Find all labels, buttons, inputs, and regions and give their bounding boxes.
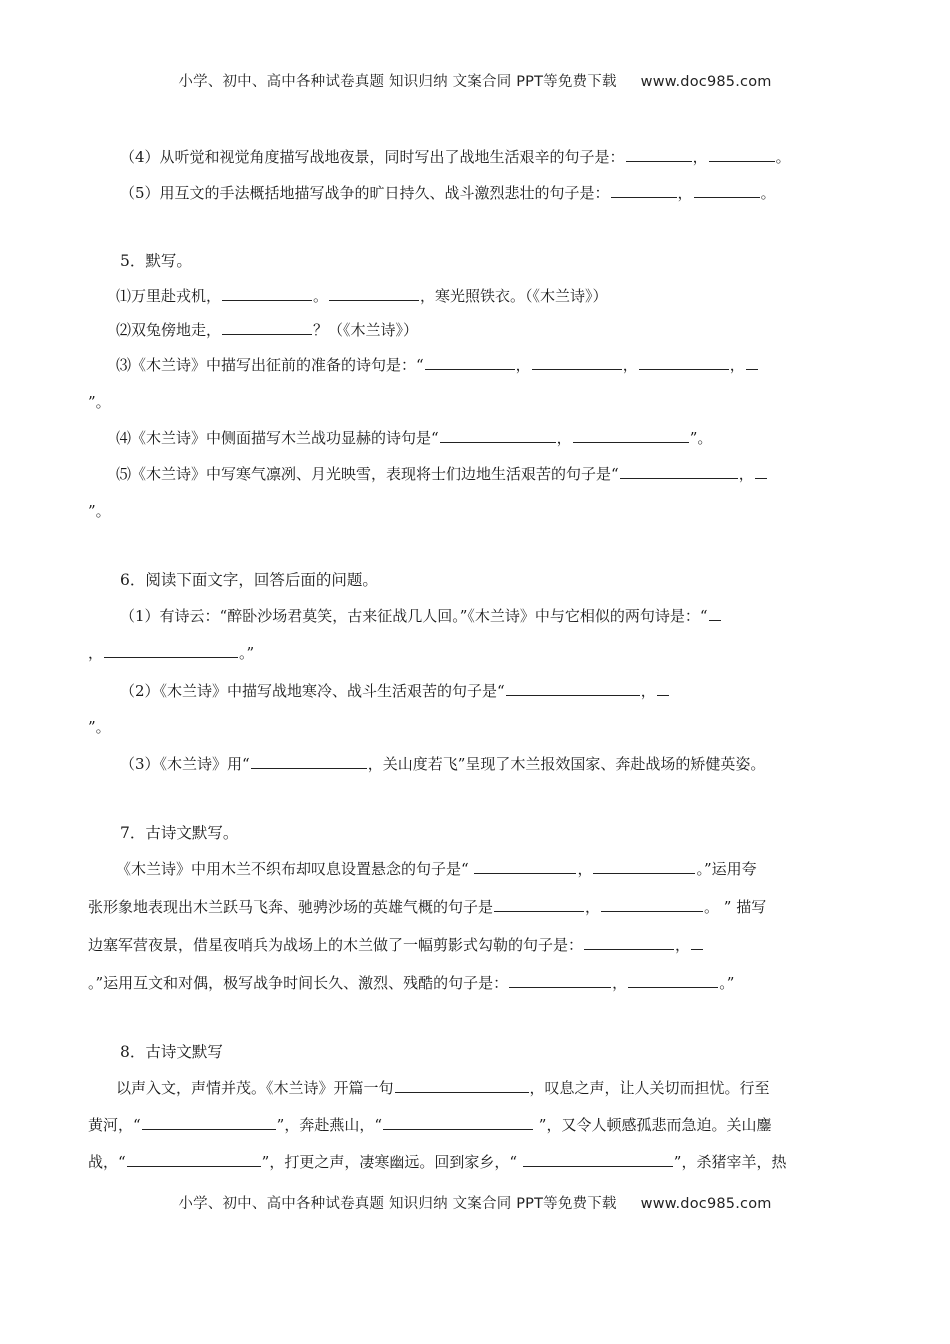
q6-sub-1-cont: ， 。”: [88, 644, 255, 662]
q5-line-3: ⑶《木兰诗》中描写出征前的准备的诗句是：“ ， ， ，: [116, 355, 759, 375]
header-site[interactable]: www.doc985.com: [640, 74, 772, 90]
answer-blank[interactable]: [532, 355, 622, 370]
answer-blank[interactable]: [395, 1078, 529, 1093]
q8-para-line-3: 战，“ ”，打更之声，凄寒幽远。回到家乡，“ ”，杀猪宰羊，热: [88, 1153, 787, 1171]
answer-blank[interactable]: [509, 973, 611, 988]
footer-site[interactable]: www.doc985.com: [640, 1196, 772, 1212]
answer-blank[interactable]: [251, 754, 367, 769]
answer-blank[interactable]: [626, 147, 692, 162]
header-text: 小学、初中、高中各种试卷真题 知识归纳 文案合同 PPT等免费下载: [178, 74, 617, 90]
footer-text: 小学、初中、高中各种试卷真题 知识归纳 文案合同 PPT等免费下载: [178, 1196, 617, 1212]
answer-blank[interactable]: [709, 606, 721, 621]
answer-blank[interactable]: [746, 355, 758, 370]
answer-blank[interactable]: [425, 355, 515, 370]
q5-title: 5．默写。: [120, 252, 192, 270]
answer-blank[interactable]: [584, 935, 674, 950]
answer-blank[interactable]: [620, 464, 738, 479]
q6-sub-2: （2）《木兰诗》中描写战地寒冷、战斗生活艰苦的句子是“ ，: [120, 681, 670, 701]
q7-para-line-2: 张形象地表现出木兰跃马飞奔、驰骋沙场的英雄气概的句子是 ， 。 ” 描写: [88, 898, 767, 916]
page-header: [0, 70, 950, 91]
q8-para-line-2: 黄河，“ ”，奔赴燕山，“ ”，又令人顿感孤悲而急迫。关山鏖: [88, 1116, 772, 1134]
answer-blank[interactable]: [691, 935, 703, 950]
q5-line-1: ⑴万里赴戎机， 。 ，寒光照铁衣。（《木兰诗》）: [116, 287, 608, 305]
q6-sub-3: （3）《木兰诗》用“ ，关山度若飞”呈现了木兰报效国家、奔赴战场的矫健英姿。: [120, 755, 766, 773]
q7-title: 7．古诗文默写。: [120, 824, 239, 842]
answer-blank[interactable]: [755, 464, 767, 479]
q4-item-4: （4）从听觉和视觉角度描写战地夜景，同时写出了战地生活艰辛的句子是： ， 。: [120, 148, 791, 166]
answer-blank[interactable]: [142, 1115, 276, 1130]
answer-blank[interactable]: [222, 286, 312, 301]
q7-para-line-3: 边塞军营夜景，借星夜哨兵为战场上的木兰做了一幅剪影式勾勒的句子是： ，: [88, 935, 704, 955]
q4-item-5: （5）用互文的手法概括地描写战争的旷日持久、战斗激烈悲壮的句子是： ， 。: [120, 184, 776, 202]
q5-line-5-cont: ”。: [88, 502, 111, 520]
answer-blank[interactable]: [694, 183, 760, 198]
answer-blank[interactable]: [628, 973, 718, 988]
q7-para-line-4: 。”运用互文和对偶，极写战争时间长久、激烈、残酷的句子是： ， 。”: [88, 974, 735, 992]
answer-blank[interactable]: [601, 897, 703, 912]
answer-blank[interactable]: [440, 428, 556, 443]
page-footer: [0, 1192, 950, 1213]
answer-blank[interactable]: [506, 681, 640, 696]
answer-blank[interactable]: [104, 643, 238, 658]
q6-sub-1: （1）有诗云：“醉卧沙场君莫笑，古来征战几人回。”《木兰诗》中与它相似的两句诗是：“: [120, 606, 722, 626]
answer-blank[interactable]: [474, 859, 576, 874]
answer-blank[interactable]: [657, 681, 669, 696]
answer-blank[interactable]: [709, 147, 775, 162]
q8-para-line-1: 以声入文，声情并茂。《木兰诗》开篇一句 ，叹息之声，让人关切而担忧。行至: [116, 1079, 770, 1097]
answer-blank[interactable]: [593, 859, 695, 874]
q6-title: 6．阅读下面文字，回答后面的问题。: [120, 571, 378, 589]
q5-line-3-cont: ”。: [88, 393, 111, 411]
q8-title: 8．古诗文默写: [120, 1043, 223, 1061]
answer-blank[interactable]: [639, 355, 729, 370]
answer-blank[interactable]: [383, 1115, 533, 1130]
answer-blank[interactable]: [523, 1152, 673, 1167]
q6-sub-2-cont: ”。: [88, 718, 111, 736]
answer-blank[interactable]: [329, 286, 419, 301]
answer-blank[interactable]: [127, 1152, 261, 1167]
q5-line-5: ⑸《木兰诗》中写寒气凛冽、月光映雪，表现将士们边地生活艰苦的句子是“ ，: [116, 464, 768, 484]
answer-blank[interactable]: [494, 897, 584, 912]
q5-line-2: ⑵双兔傍地走， ？（《木兰诗》）: [116, 321, 419, 339]
answer-blank[interactable]: [573, 428, 689, 443]
q5-line-4: ⑷《木兰诗》中侧面描写木兰战功显赫的诗句是“ ， ”。: [116, 429, 713, 447]
q7-para-line-1: 《木兰诗》中用木兰不织布却叹息设置悬念的句子是“ ， 。”运用夸: [116, 860, 757, 878]
answer-blank[interactable]: [611, 183, 677, 198]
answer-blank[interactable]: [222, 320, 312, 335]
